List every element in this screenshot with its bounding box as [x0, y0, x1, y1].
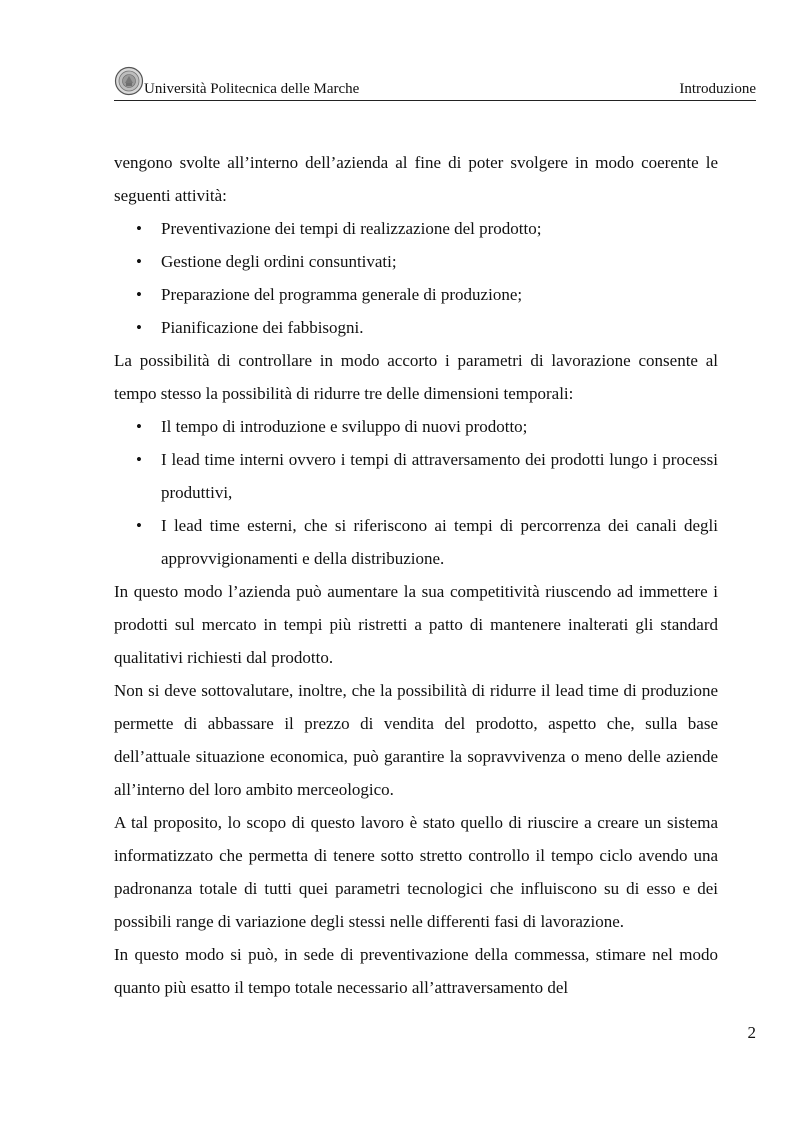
list-item [114, 410, 718, 443]
paragraph-5: A tal proposito, lo scopo di questo lavoro è stato quello di riuscire a creare un sistema informatizzato che permetta di tenere sotto stretto controllo il tempo ciclo avendo una padronanza totale di tutti quei parametri tecnologici che influiscono su di esso e dei possibili range di variazione degli stessi nelle differenti fasi di lavorazione. [114, 813, 718, 931]
list-item [114, 278, 718, 311]
list-item-text: Il tempo di introduzione e sviluppo di nuovi prodotto; [161, 417, 528, 436]
section-title: Introduzione [679, 81, 756, 97]
list-item [114, 212, 718, 245]
list-item-text: I lead time esterni, che si riferiscono ai tempi di percorrenza dei canali degli approvvigionamenti e della distribuzione. [161, 516, 718, 568]
paragraph-1: vengono svolte all’interno dell’azienda al fine di poter svolgere in modo coerente le seguenti attività: [114, 153, 718, 205]
list-item-text: Pianificazione dei fabbisogni. [161, 318, 364, 337]
university-name: Università Politecnica delle Marche [144, 81, 360, 97]
list-item [114, 245, 718, 278]
activities-list [114, 212, 718, 344]
bullet-icon: • [136, 450, 142, 469]
bullet-icon: • [136, 516, 142, 535]
list-item-text: Gestione degli ordini consuntivati; [161, 252, 397, 271]
paragraph-2: La possibilità di controllare in modo accorto i parametri di lavorazione consente al tempo stesso la possibilità di ridurre tre delle dimensioni temporali: [114, 351, 718, 403]
list-item-text: Preparazione del programma generale di produzione; [161, 285, 523, 304]
page-number: 2 [747, 1023, 756, 1042]
bullet-icon: • [136, 219, 142, 238]
document-body [114, 146, 718, 1004]
university-seal-icon [114, 66, 144, 96]
list-item-text: Preventivazione dei tempi di realizzazione del prodotto; [161, 219, 542, 238]
list-item [114, 443, 718, 509]
paragraph-6: In questo modo si può, in sede di preventivazione della commessa, stimare nel modo quanto più esatto il tempo totale necessario all’attraversamento del [114, 945, 718, 997]
paragraph-3: In questo modo l’azienda può aumentare la sua competitività riuscendo ad immettere i prodotti sul mercato in tempi più ristretti a patto di mantenere inalterati gli standard qualitativi richiesti dal prodotto. [114, 582, 718, 667]
list-item [114, 509, 718, 575]
bullet-icon: • [136, 417, 142, 436]
time-dimensions-list [114, 410, 718, 575]
bullet-icon: • [136, 252, 142, 271]
page-header [114, 66, 756, 101]
bullet-icon: • [136, 318, 142, 337]
list-item [114, 311, 718, 344]
list-item-text: I lead time interni ovvero i tempi di attraversamento dei prodotti lungo i processi produttivi, [161, 450, 718, 502]
bullet-icon: • [136, 285, 142, 304]
paragraph-4: Non si deve sottovalutare, inoltre, che la possibilità di ridurre il lead time di produzione permette di abbassare il prezzo di vendita del prodotto, aspetto che, sulla base dell’attuale situazione economica, può garantire la sopravvivenza o meno delle aziende all’interno del loro ambito merceologico. [114, 681, 718, 799]
